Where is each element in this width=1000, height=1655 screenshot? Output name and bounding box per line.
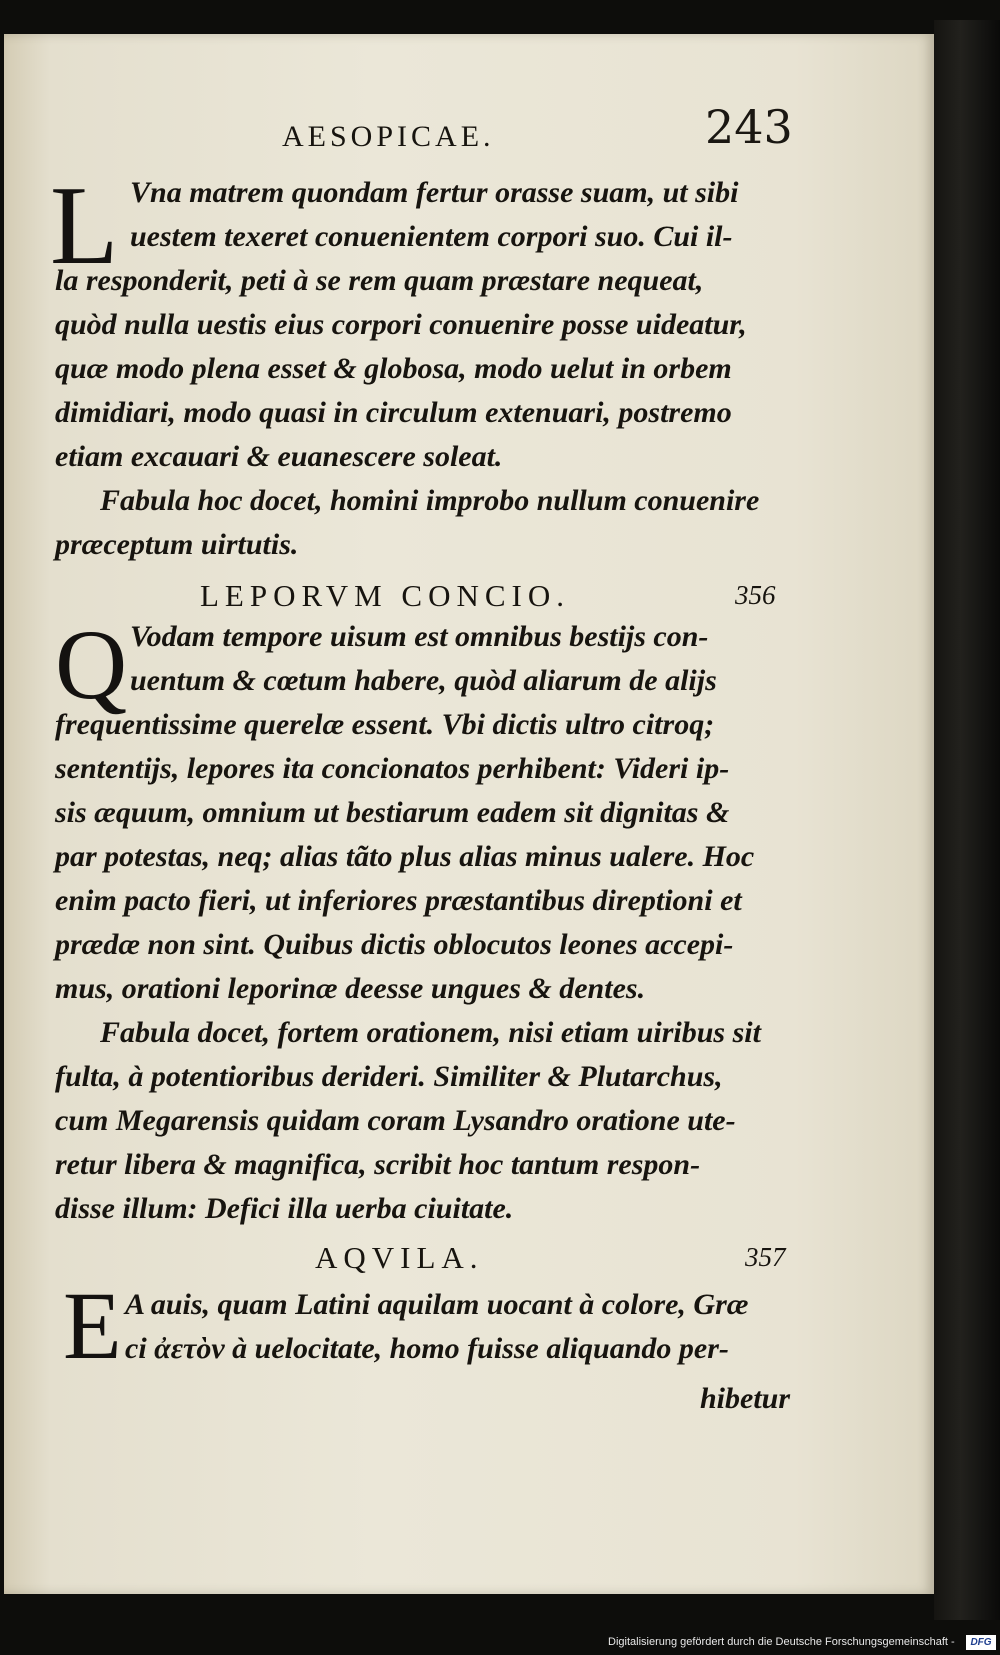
moral-line: retur libera & magnifica, scribit hoc tantum respon- (55, 1148, 701, 1181)
dropcap-q: Q (55, 609, 128, 720)
text-line: dimidiari, modo quasi in circulum extenuari, postremo (55, 396, 732, 429)
moral-line: disse illum: Defici illa uerba ciuitate. (55, 1192, 514, 1225)
moral-line: Fabula docet, fortem orationem, nisi etiam uiribus sit (100, 1016, 761, 1049)
dropcap-e: E (63, 1272, 122, 1379)
fable-number-357: 357 (745, 1242, 786, 1272)
catchword: hibetur (700, 1382, 791, 1415)
text-line: uentum & cœtum habere, quòd aliarum de alijs (130, 664, 717, 697)
fable-title-leporum: LEPORVM CONCIO. (200, 578, 570, 613)
digitization-credit: Digitalisierung gefördert durch die Deutsche Forschungsgemeinschaft - (608, 1636, 955, 1648)
text-line: sententijs, lepores ita concionatos perhibent: Videri ip- (55, 752, 730, 785)
text-line: enim pacto fieri, ut inferiores præstantibus direptioni et (55, 884, 742, 917)
text-line: ci ἀετὸν à uelocitate, homo fuisse aliquando per- (125, 1332, 729, 1365)
moral-line: Fabula hoc docet, homini improbo nullum conuenire (100, 484, 760, 517)
running-head: AESOPICAE. (282, 120, 495, 153)
text-line: uestem texeret conuenientem corpori suo. Cui il- (130, 220, 733, 253)
moral-line: cum Megarensis quidam coram Lysandro oratione ute- (55, 1104, 736, 1137)
text-line: frequentissime querelæ essent. Vbi dictis ultro citroq; (55, 708, 715, 741)
text-line: etiam excauari & euanescere soleat. (55, 440, 503, 473)
text-line: Vna matrem quondam fertur orasse suam, ut sibi (130, 176, 739, 209)
page-number: 243 (705, 100, 793, 154)
text-line: A auis, quam Latini aquilam uocant à colore, Græ (125, 1288, 749, 1321)
text-line: la responderit, peti à se rem quam præstare nequeat, (55, 264, 704, 297)
text-line: sis æquum, omnium ut bestiarum eadem sit dignitas & (55, 796, 730, 829)
dfg-logo: DFG (966, 1635, 996, 1650)
text-line: par potestas, neq; alias tãto plus alias minus ualere. Hoc (55, 840, 755, 873)
moral-line: fulta, à potentioribus derideri. Similiter & Plutarchus, (55, 1060, 723, 1093)
fable-title-aquila: AQVILA. (315, 1240, 484, 1275)
text-line: mus, orationi leporinæ deesse ungues & dentes. (55, 972, 646, 1005)
text-line: prædæ non sint. Quibus dictis oblocutos leones accepi- (55, 928, 734, 961)
text-line: quæ modo plena esset & globosa, modo uelut in orbem (55, 352, 732, 385)
moral-line: præceptum uirtutis. (55, 528, 299, 561)
book-binding-edge (934, 20, 1000, 1620)
text-line: quòd nulla uestis eius corpori conuenire posse uideatur, (55, 308, 747, 341)
text-line: Vodam tempore uisum est omnibus bestijs con- (130, 620, 709, 653)
fable-number-356: 356 (735, 580, 776, 610)
dropcap-l: L (50, 164, 119, 288)
